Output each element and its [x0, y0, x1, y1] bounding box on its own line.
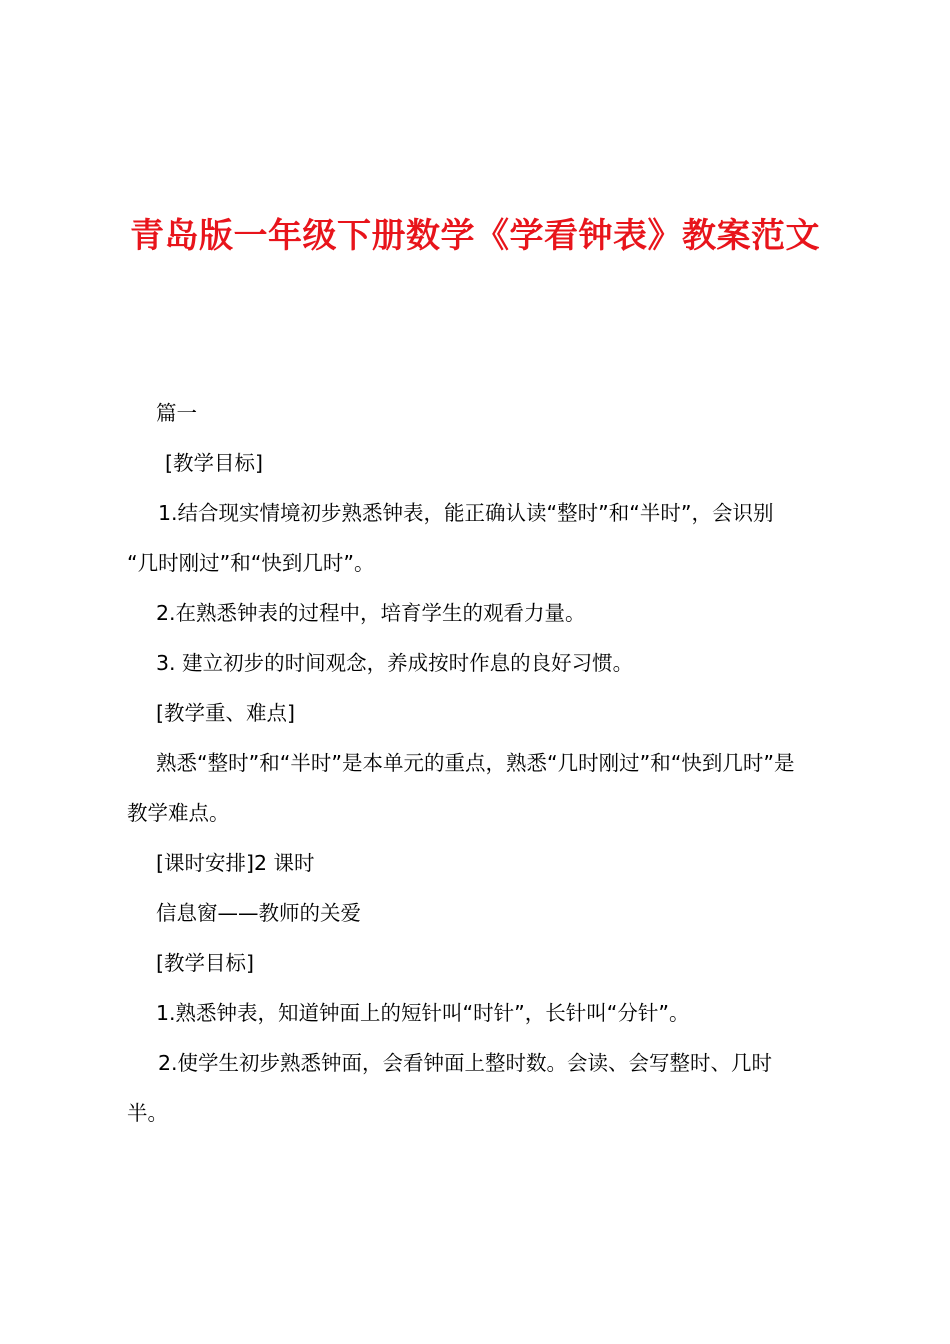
key-points-line-2: 教学难点。	[127, 801, 230, 825]
document-title: 青岛版一年级下册数学《学看钟表》教案范文	[130, 216, 820, 256]
key-points-heading: [教学重、难点]	[156, 701, 295, 725]
objective-2-1: 1.熟悉钟表，知道钟面上的短针叫“时针”，长针叫“分针”。	[156, 1001, 690, 1025]
objectives-heading-2: [教学目标]	[156, 951, 254, 975]
objectives-heading: [教学目标]	[165, 451, 263, 475]
objective-2-2-line-1: 2.使学生初步熟悉钟面，会看钟面上整时数。会读、会写整时、几时	[158, 1051, 773, 1075]
objective-1-line-2: “几时刚过”和“快到几时”。	[127, 551, 375, 575]
objective-2: 2.在熟悉钟表的过程中，培育学生的观看力量。	[156, 601, 586, 625]
objective-1-line-1: 1.结合现实情境初步熟悉钟表，能正确认读“整时”和“半时”，会识别	[158, 501, 774, 525]
key-points-line-1: 熟悉“整时”和“半时”是本单元的重点，熟悉“几时刚过”和“快到几时”是	[156, 751, 795, 775]
objective-2-2-line-2: 半。	[127, 1101, 168, 1125]
schedule-heading: [课时安排]2 课时	[156, 851, 315, 875]
section-heading: 篇一	[156, 401, 197, 425]
objective-3: 3. 建立初步的时间观念，养成按时作息的良好习惯。	[156, 651, 634, 675]
info-window-title: 信息窗——教师的关爱	[156, 901, 361, 925]
